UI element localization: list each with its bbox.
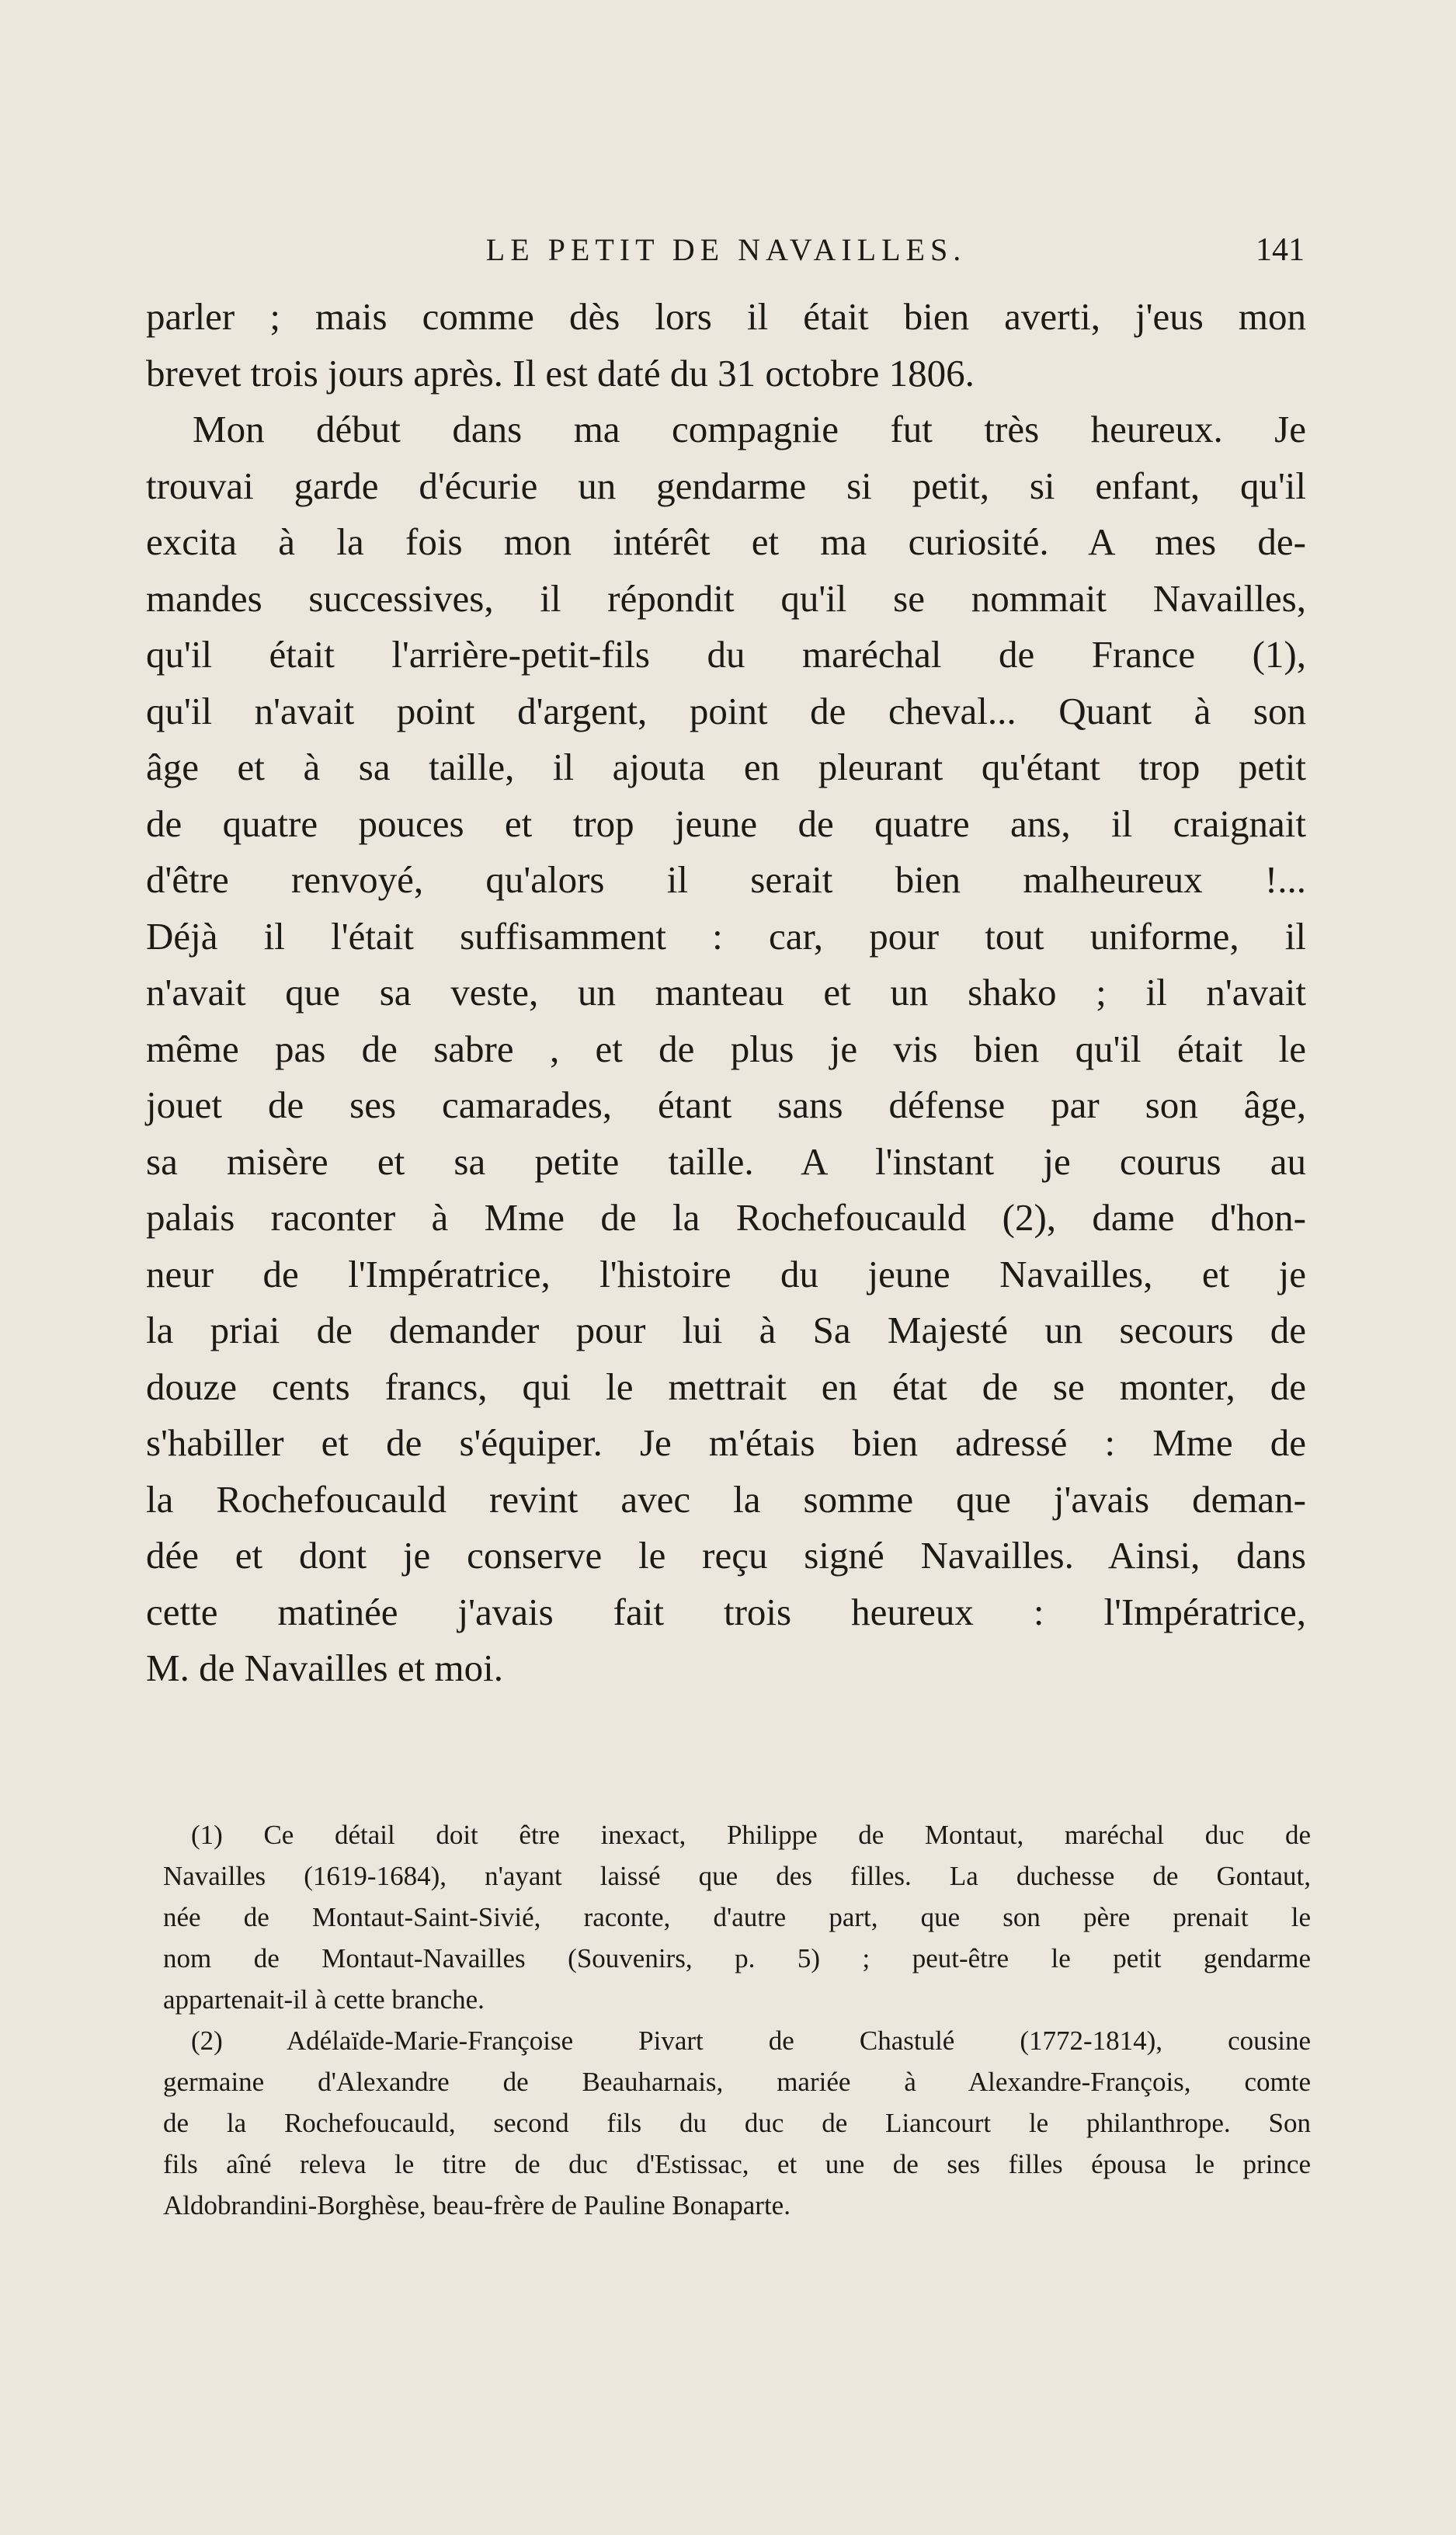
footnote-line: Navailles (1619-1684), n'ayant laissé que des filles. La duchesse de Gontaut, (163, 1861, 1311, 1891)
running-title: LE PETIT DE NAVAILLES. (485, 232, 967, 267)
text-line: sa misère et sa petite taille. A l'instant je courus au (146, 1139, 1306, 1183)
text-line: brevet trois jours après. Il est daté du 31 octobre 1806. (146, 351, 975, 395)
text-line: la priai de demander pour lui à Sa Majesté un secours de (146, 1309, 1306, 1351)
text-line: trouvai garde d'écurie un gendarme si petit, si enfant, qu'il (146, 464, 1306, 507)
text-line: mandes successives, il répondit qu'il se nommait Navailles, (146, 576, 1306, 620)
text-line: s'habiller et de s'équiper. Je m'étais bien adressé : Mme de (146, 1421, 1306, 1464)
text-line: neur de l'Impératrice, l'histoire du jeune Navailles, et je (146, 1252, 1306, 1295)
text-line: d'être renvoyé, qu'alors il serait bien malheureux !... (146, 858, 1306, 901)
text-line: M. de Navailles et moi. (146, 1647, 503, 1689)
page-header (148, 224, 1305, 278)
text-line: dée et dont je conserve le reçu signé Navailles. Ainsi, dans (146, 1534, 1306, 1577)
footnote-line: fils aîné releva le titre de duc d'Estissac, et une de ses filles épousa le prince (163, 2149, 1311, 2179)
text-line: palais raconter à Mme de la Rochefoucauld (2), dame d'hon- (146, 1196, 1306, 1239)
page-number: 141 (1256, 232, 1305, 268)
footnote-line: appartenait-il à cette branche. (163, 1984, 485, 2015)
text-line: même pas de sabre , et de plus je vis bien qu'il était le (146, 1027, 1306, 1070)
footnote-line: née de Montaut-Saint-Sivié, raconte, d'autre part, que son père prenait le (163, 1902, 1311, 1932)
footnotes (163, 1814, 1311, 2226)
text-line: Déjà il l'était suffisamment : car, pour tout uniforme, il (146, 914, 1306, 958)
text-line: qu'il n'avait point d'argent, point de cheval... Quant à son (146, 689, 1306, 732)
text-line: cette matinée j'avais fait trois heureux : l'Impératrice, (146, 1590, 1306, 1633)
footnote-line: germaine d'Alexandre de Beauharnais, mariée à Alexandre-François, comte (163, 2067, 1311, 2097)
text-line: la Rochefoucauld revint avec la somme que j'avais deman- (146, 1477, 1306, 1521)
footnote-line: de la Rochefoucauld, second fils du duc de Liancourt le philanthrope. Son (163, 2108, 1311, 2138)
text-line: douze cents francs, qui le mettrait en état de se monter, de (146, 1365, 1306, 1408)
text-line: excita à la fois mon intérêt et ma curiosité. A mes de- (146, 520, 1306, 563)
text-line: âge et à sa taille, il ajouta en pleurant qu'étant trop petit (146, 746, 1306, 788)
footnote-line: Aldobrandini-Borghèse, beau-frère de Pauline Bonaparte. (163, 2190, 791, 2220)
footnote-line: (2) Adélaïde-Marie-Françoise Pivart de Chastulé (1772-1814), cousine (191, 2026, 1311, 2056)
footnote-line: nom de Montaut-Navailles (Souvenirs, p. 5) ; peut-être le petit gendarme (163, 1943, 1311, 1973)
text-line: jouet de ses camarades, étant sans défense par son âge, (146, 1083, 1306, 1126)
text-line: Mon début dans ma compagnie fut très heureux. Je (193, 408, 1306, 450)
text-line: n'avait que sa veste, un manteau et un shako ; il n'avait (146, 971, 1306, 1014)
text-line: de quatre pouces et trop jeune de quatre ans, il craignait (146, 802, 1306, 845)
text-line: parler ; mais comme dès lors il était bien averti, j'eus mon (146, 295, 1306, 338)
main-text (146, 289, 1306, 1697)
footnote-line: (1) Ce détail doit être inexact, Philippe de Montaut, maréchal duc de (191, 1820, 1311, 1850)
text-line: qu'il était l'arrière-petit-fils du maréchal de France (1), (146, 633, 1306, 676)
